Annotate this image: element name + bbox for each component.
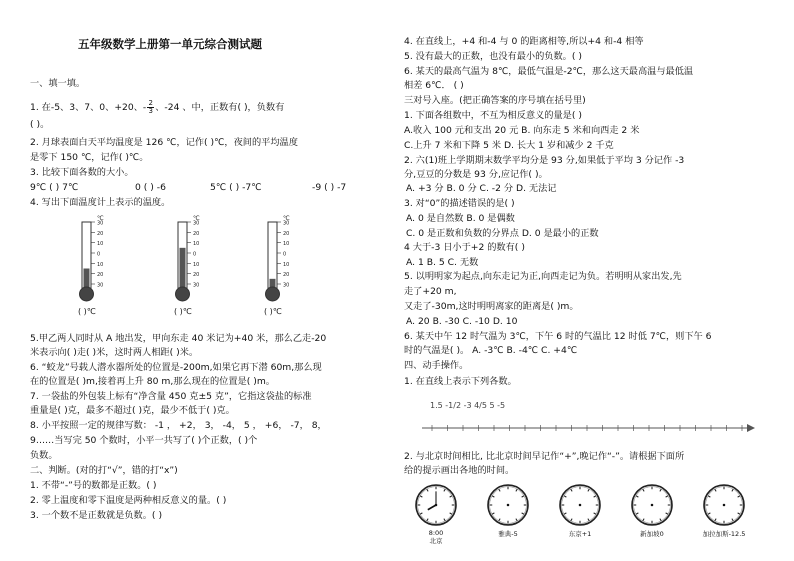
clock-face-icon — [415, 484, 457, 526]
question-8-line3: 负数。 — [30, 450, 58, 461]
question-6-line1: 6. “蛟龙”号载人潜水器所处的位置是-200m,如果它再下潜 60m,那么现 — [30, 362, 322, 373]
clock-city-label: 雅典-5 — [498, 530, 518, 538]
judge-1: 1. 不带“-”号的数都是正数。( ) — [30, 480, 157, 491]
thermometer — [174, 215, 200, 316]
choice-4-options: A. 1 B. 5 C. 无数 — [406, 257, 479, 268]
section-operate: 四、动手操作。 — [404, 360, 469, 371]
thermometer-tick-label: 10 — [97, 261, 104, 268]
clock-city-label: 北京 — [429, 537, 443, 545]
compare-d: -9 ( ) -7 — [312, 182, 347, 193]
section-judge: 二、判断。(对的打“√”，错的打“x”) — [30, 465, 178, 476]
thermometer-tick-label: 0 — [97, 251, 101, 258]
judge-6-line2: 相差 6℃． ( ) — [404, 80, 464, 91]
thermometer-tick-label: 20 — [97, 272, 104, 279]
judge-5: 5. 没有最大的正数，也没有最小的负数。( ) — [404, 51, 582, 62]
mercury-level — [84, 269, 90, 289]
choice-1: 1. 下面各组数中，不互为相反意义的量是( ) — [404, 110, 582, 121]
thermometer-tick-label: 20 — [283, 272, 290, 279]
thermometers — [30, 214, 392, 316]
operate-1: 1. 在直线上表示下列各数。 — [404, 376, 517, 387]
choice-4: 4 大于-3 日小于+2 的数有( ) — [404, 242, 525, 253]
thermometer-bulb — [266, 287, 280, 301]
question-7-line2: 重量是( )克，最多不超过( )克，最少不低于( )克。 — [30, 405, 235, 416]
thermometer-answer-blank: ( )℃ — [174, 307, 192, 316]
thermometer — [78, 215, 104, 316]
choice-2-line1: 2. 六(1)班上学期期末数学平均分是 93 分,如果低于平均 3 分记作 -3 — [404, 155, 685, 166]
question-8-line1: 8. 小平按照一定的规律写数： -1 ， +2， 3， -4， 5 ， +6， -7， 8， — [30, 420, 327, 431]
choice-1-cd: C.上升 7 米和下降 5 米 D. 长大 1 岁和减少 2 千克 — [404, 140, 614, 151]
thermometer-tick-label: 0 — [193, 251, 197, 258]
thermometer-tick-label: 10 — [283, 261, 290, 268]
judge-6-line1: 6. 某天的最高气温为 8℃，最低气温是-2℃，那么这天最高温与最低温 — [404, 66, 694, 77]
clock-city-label: 新加坡0 — [640, 530, 664, 538]
thermometer-tick-label: 30 — [97, 220, 104, 227]
thermometer-tick-label: 30 — [193, 220, 200, 227]
choice-6-line2: 时的气温是( )。 A. -3℃ B. -4℃ C. +4℃ — [404, 345, 578, 356]
thermometer-tick-label: 30 — [97, 282, 104, 289]
compare-c: 5℃ ( ) -7℃ — [210, 182, 262, 193]
question-1-line2: ( )。 — [30, 119, 50, 130]
number-line[interactable] — [422, 420, 762, 436]
thermometer-unit: ℃ — [193, 215, 200, 222]
clock[interactable] — [696, 484, 752, 538]
clock[interactable] — [408, 484, 464, 545]
thermometer-answer-blank: ( )℃ — [264, 307, 282, 316]
clock-city-label: 加拉加斯-12.5 — [702, 530, 746, 538]
choice-5-line2: 走了+20 m, — [404, 286, 457, 297]
choice-3-ab: A. 0 是自然数 B. 0 是偶数 — [406, 213, 515, 224]
choice-5-options: A. 20 B. -30 C. -10 D. 10 — [406, 316, 518, 327]
number-list: 1.5 -1/2 -3 4/5 5 -5 — [430, 401, 506, 410]
question-8-line2: 9……当写完 50 个数时，小平一共写了( )个正数，( )个 — [30, 435, 258, 446]
mercury-level — [180, 248, 186, 288]
thermometer-tick-label: 20 — [193, 272, 200, 279]
thermometer-tick-label: 30 — [283, 282, 290, 289]
question-7-line1: 7. 一袋盐的外包装上标有“净含量 450 克±5 克”，它指这袋盐的标准 — [30, 391, 312, 402]
section-choice: 三对号入座。(把正确答案的序号填在括号里) — [404, 95, 586, 106]
clock[interactable] — [624, 484, 680, 538]
judge-4: 4. 在直线上，+4 和-4 与 0 的距离相等,所以+4 和-4 相等 — [404, 36, 644, 47]
thermometer-answer-blank: ( )℃ — [78, 307, 96, 316]
choice-5-line1: 5. 以明明家为起点,向东走记为正,向西走记为负。若明明从家出发,先 — [404, 271, 682, 282]
thermometer-unit: ℃ — [97, 215, 104, 222]
thermometer-tick-label: 20 — [193, 230, 200, 237]
thermometer-tick-label: 20 — [97, 230, 104, 237]
thermometer-tick-label: 10 — [97, 241, 104, 248]
thermometer — [264, 215, 290, 316]
thermometer-tick-label: 10 — [193, 241, 200, 248]
question-2-line1: 2. 月球表面白天平均温度是 126 ℃，记作( )℃，夜间的平均温度 — [30, 137, 298, 148]
choice-3-cd: C. 0 是正数和负数的分界点 D. 0 是最小的正数 — [406, 228, 599, 239]
thermometer-tick-label: 20 — [283, 230, 290, 237]
thermometer-tick-label: 0 — [283, 251, 287, 258]
thermometer-tick-label: 10 — [283, 241, 290, 248]
compare-b: 0 ( ) -6 — [135, 182, 166, 193]
thermometer-unit: ℃ — [283, 215, 290, 222]
section-fill-in: 一、填一填。 — [30, 78, 86, 89]
thermometer-bulb — [176, 287, 190, 301]
operate-2-line2: 给的提示画出各地的时间。 — [404, 465, 515, 476]
clock-face-icon — [631, 484, 673, 526]
fraction-two-thirds: $\frac{2}{3}$ — [148, 99, 153, 115]
choice-5-line3: 又走了-30m,这时明明离家的距离是( )m。 — [404, 301, 579, 312]
clock[interactable] — [480, 484, 536, 538]
thermometer-tick-label: 30 — [193, 282, 200, 289]
thermometer-bulb — [80, 287, 94, 301]
clock[interactable] — [552, 484, 608, 538]
judge-2: 2. 零上温度和零下温度是两种相反意义的量。( ) — [30, 495, 227, 506]
clock-row — [408, 484, 778, 544]
question-5-line2: 米表示向( )走( )米，这时两人相距( )米。 — [30, 347, 199, 358]
question-5-line1: 5.甲乙两人同时从 A 地出发，甲向东走 40 米记为+40 米，那么乙走-20 — [30, 333, 327, 344]
choice-6-line1: 6. 某天中午 12 时气温为 3℃，下午 6 时的气温比 12 时低 7℃，则下午 6 — [404, 331, 712, 342]
clock-face-icon — [559, 484, 601, 526]
choice-2-options: A. +3 分 B. 0 分 C. -2 分 D. 无法记 — [406, 183, 557, 194]
choice-1-ab: A.收入 100 元和支出 20 元 B. 向东走 5 米和向西走 2 米 — [404, 125, 640, 136]
question-4: 4. 写出下面温度计上表示的温度。 — [30, 197, 171, 208]
thermometer-tick-label: 10 — [193, 261, 200, 268]
clock-face-icon — [703, 484, 745, 526]
clock-time: 8:00 — [428, 529, 444, 537]
clock-city-label: 东京+1 — [568, 530, 592, 538]
question-1-line1: 1. 在-5、3、7、0、+20、- $\frac{2}{3}$ 、-24 、中，正数有( )，负数有 — [30, 99, 285, 115]
compare-a: 9℃ ( ) 7℃ — [30, 182, 79, 193]
judge-3: 3. 一个数不是正数就是负数。( ) — [30, 510, 163, 521]
question-6-line2: 在的位置是( )m,接着再上升 80 m,那么现在的位置是( )m。 — [30, 376, 275, 387]
operate-2-line1: 2. 与北京时间相比, 比北京时间早记作“+”,晚记作“-”。请根据下面所 — [404, 451, 685, 462]
question-3: 3. 比较下面各数的大小。 — [30, 167, 134, 178]
clock-face-icon — [487, 484, 529, 526]
choice-3: 3. 对“0”的描述错误的是( ) — [404, 198, 515, 209]
page-title: 五年级数学上册第一单元综合测试题 — [78, 37, 262, 51]
choice-2-line2: 分,豆豆的分数是 93 分,应记作( )。 — [404, 169, 548, 180]
question-2-line2: 是零下 150 ℃，记作( )℃。 — [30, 152, 149, 163]
thermometer-tick-label: 30 — [283, 220, 290, 227]
